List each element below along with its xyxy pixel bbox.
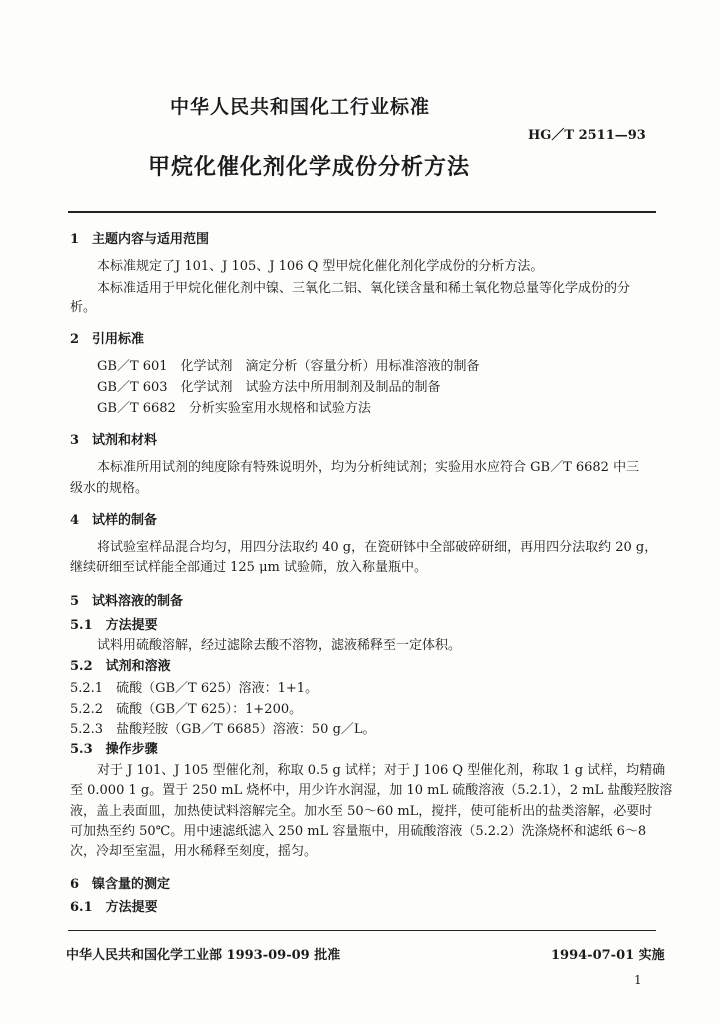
subsection-5-2-3: 5.2.3 盐酸羟胺（GB／T 6685）溶液：50 g／L。 [70,722,376,737]
section-4-paragraph: 将试验室样品混合均匀，用四分法取约 40 g，在瓷研钵中全部破碎研细，再用四分法取约 20 g， [97,540,658,555]
subsection-5-3-line: 可加热至约 50℃。用中速滤纸滤入 250 mL 容量瓶中，用硫酸溶液（5.2.2）洗涤烧杯和滤纸 6～8 [70,824,647,839]
section-3-paragraph-cont: 级水的规格。 [70,481,149,496]
section-5-heading: 5 试料溶液的制备 [70,594,184,609]
footer-rule [68,930,656,931]
section-1-paragraph-1: 本标准规定了J 101、J 105、J 106 Q 型甲烷化催化剂化学成份的分析方法。 [97,259,544,274]
effective-date: 1994-07-01 实施 [551,948,665,963]
section-3-heading: 3 试剂和材料 [70,433,158,448]
section-1-heading: 1 主题内容与适用范围 [70,232,210,247]
section-1-paragraph-2-cont: 析。 [70,300,97,315]
section-4-heading: 4 试样的制备 [70,513,158,528]
section-3-paragraph: 本标准所用试剂的纯度除有特殊说明外，均为分析纯试剂；实验用水应符合 GB／T 6682 中三 [97,460,640,475]
reference-item: GB／T 603 化学试剂 试验方法中所用制剂及制品的制备 [97,380,441,395]
subsection-5-2-heading: 5.2 试剂和溶液 [70,659,171,674]
issuing-organization: 中华人民共和国化工行业标准 [170,96,431,118]
subsection-5-2-1: 5.2.1 硫酸（GB／T 625）溶液：1+1。 [70,681,319,696]
subsection-5-3-line: 至 0.000 1 g。置于 250 mL 烧杯中，用少许水润湿，加 10 mL 硫酸溶液（5.2.1），2 mL 盐酸羟胺溶 [70,783,673,798]
section-6-heading: 6 镍含量的测定 [70,877,171,892]
subsection-6-1-heading: 6.1 方法提要 [70,900,158,915]
header-rule [68,211,656,213]
subsection-5-1-heading: 5.1 方法提要 [70,618,158,633]
reference-item: GB／T 601 化学试剂 滴定分析（容量分析）用标准溶液的制备 [97,359,480,374]
subsection-5-3-line: 液，盖上表面皿，加热使试料溶解完全。加水至 50～60 mL，搅拌，使可能析出的盐类溶解，必要时 [70,804,653,819]
section-1-paragraph-2: 本标准适用于甲烷化催化剂中镍、三氧化二铝、氧化镁含量和稀土氧化物总量等化学成份的分 [97,281,631,296]
subsection-5-3-heading: 5.3 操作步骤 [70,742,158,757]
subsection-5-2-2: 5.2.2 硫酸（GB／T 625）：1+200。 [70,702,303,717]
subsection-5-3-line: 对于 J 101、J 105 型催化剂，称取 0.5 g 试样；对于 J 106 Q 型催化剂，称取 1 g 试样，均精确 [97,763,666,778]
page-number: 1 [634,973,642,987]
section-2-heading: 2 引用标准 [70,332,145,347]
document-title: 甲烷化催化剂化学成份分析方法 [148,154,471,180]
subsection-5-3-line: 次，冷却至室温，用水稀释至刻度，摇匀。 [70,844,318,859]
approval-statement: 中华人民共和国化学工业部 1993-09-09 批准 [66,948,341,963]
subsection-5-1-text: 试料用硫酸溶解，经过滤除去酸不溶物，滤液稀释至一定体积。 [97,638,462,653]
reference-item: GB／T 6682 分析实验室用水规格和试验方法 [97,401,371,416]
section-4-paragraph-cont: 继续研细至试样能全部通过 125 μm 试验筛，放入称量瓶中。 [70,560,427,575]
standard-code: HG／T 2511—93 [528,128,646,143]
